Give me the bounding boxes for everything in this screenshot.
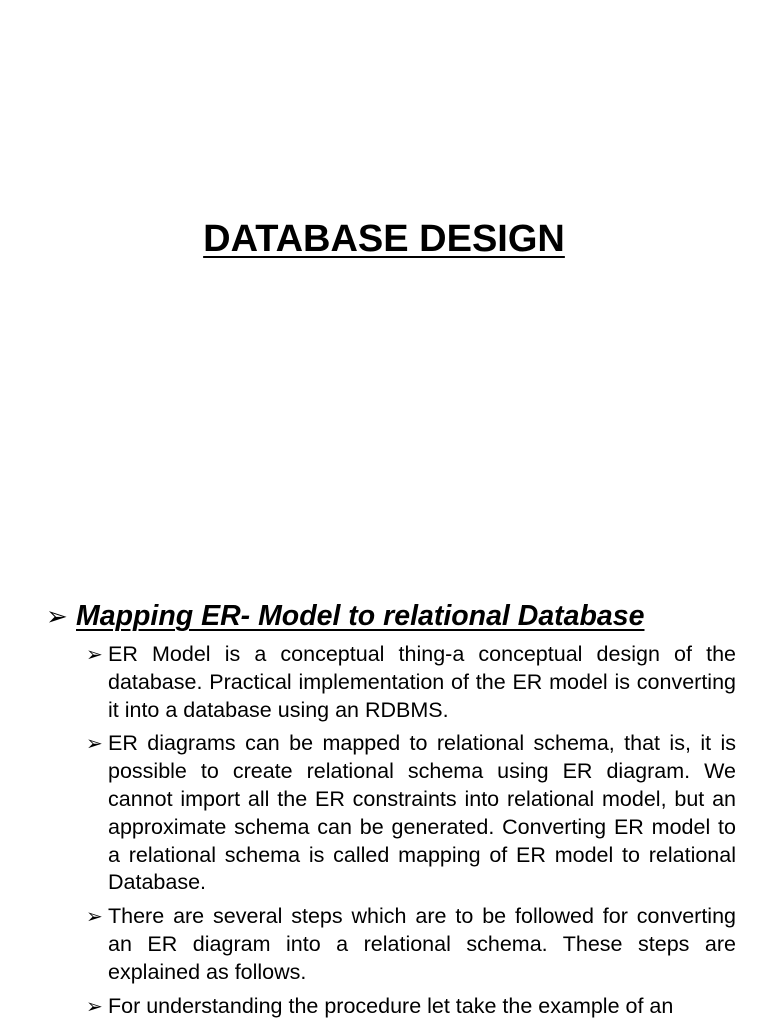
list-item — [86, 641, 736, 724]
slide-title-container — [0, 218, 768, 261]
bullet-text: ER diagrams can be mapped to relational schema, that is, it is possible to create relational schema using ER diagram. We cannot import all the ER constraints into relational model, but an approximate schema can be generated. Converting ER model to a relational schema is called mapping of ER model to relational Database. — [108, 731, 736, 895]
section-heading — [46, 600, 746, 633]
bullet-text: For understanding the procedure let take the example of an — [108, 993, 674, 1018]
arrow-bullet-icon: ➢ — [86, 733, 103, 756]
list-item — [86, 993, 736, 1021]
list-item — [86, 730, 736, 897]
bullet-text: There are several steps which are to be followed for converting an ER diagram into a relational schema. These steps are explained as follows. — [108, 904, 736, 984]
content-section — [46, 600, 746, 1027]
arrow-bullet-icon: ➢ — [86, 906, 103, 929]
bullet-list — [86, 641, 736, 1021]
bullet-text: ER Model is a conceptual thing-a conceptual design of the database. Practical implementation of the ER model is converting it into a database using an RDBMS. — [108, 642, 736, 722]
arrow-bullet-icon: ➢ — [86, 644, 103, 666]
list-item — [86, 903, 736, 986]
section-heading-text: Mapping ER- Model to relational Database — [76, 600, 645, 632]
slide-title: DATABASE DESIGN — [203, 218, 565, 260]
arrow-bullet-icon: ➢ — [86, 995, 103, 1018]
arrow-bullet-icon: ➢ — [46, 601, 68, 631]
